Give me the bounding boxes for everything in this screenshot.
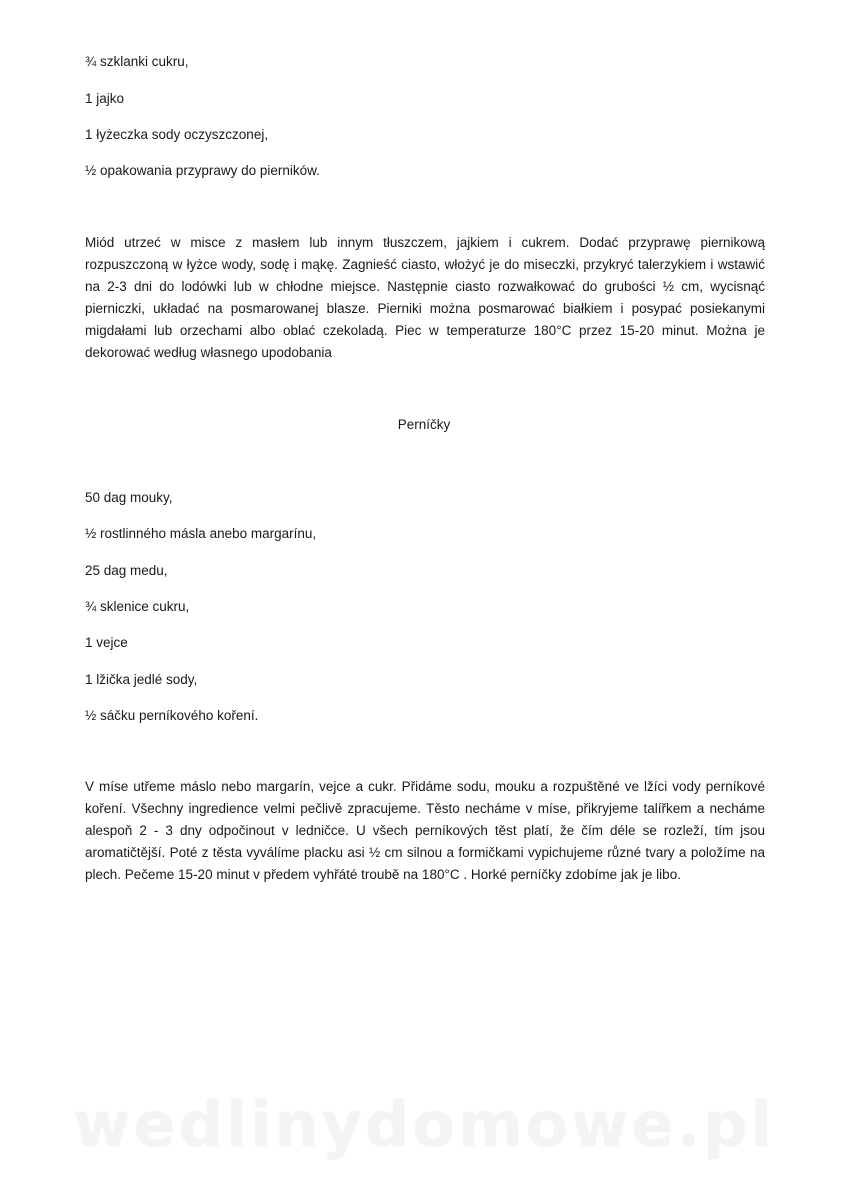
polish-ingredient: ¾ szklanki cukru, — [85, 54, 189, 69]
polish-instructions: Miód utrzeć w misce z masłem lub innym tłuszczem, jajkiem i cukrem. Dodać przyprawę piernikową rozpuszczoną w łyżce wody, sodę i mąkę. Zagnieść ciasto, włożyć je do miseczki, przykryć talerzykiem i wstawić na 2-3 dni do lodówki lub w chłodne miejsce. Następnie ciasto rozwałkować do grubości ½ cm, wycisnąć pierniczki, układać na posmarowanej blasze. Pierniki można posmarować białkiem i posypać posiekanymi migdałami lub orzechami albo oblać czekoladą. Piec w temperaturze 180°C przez 15-20 minut. Można je dekorować według własnego upodobania — [85, 235, 765, 360]
czech-recipe-title: Perníčky — [397, 417, 451, 432]
czech-ingredient: ¾ sklenice cukru, — [85, 599, 190, 614]
czech-ingredient: 25 dag medu, — [85, 563, 168, 578]
polish-ingredient: 1 łyżeczka sody oczyszczonej, — [85, 127, 269, 142]
czech-instructions: V míse utřeme máslo nebo margarín, vejce a cukr. Přidáme sodu, mouku a rozpuštěné ve lžíci vody perníkové koření. Všechny ingredience velmi pečlivě zpracujeme. Těsto necháme v míse, přikryjeme talířkem a necháme alespoň 2 - 3 dny odpočinout v ledničce. U všech perníkových těst platí, že čím déle se rozleží, tím jsou aromatičtější. Poté z těsta vyválíme placku asi ½ cm silnou a formičkami vypichujeme různé tvary a položíme na plech. Pečeme 15-20 minut v předem vyhřáté troubě na 180°C . Horké perníčky zdobíme jak je libo. — [85, 779, 765, 882]
czech-ingredient: ½ rostlinného másla anebo margarínu, — [85, 526, 317, 541]
czech-ingredient: ½ sáčku perníkového koření. — [85, 708, 259, 723]
czech-ingredient: 1 vejce — [85, 635, 128, 650]
polish-ingredient: ½ opakowania przyprawy do pierników. — [85, 163, 320, 178]
czech-ingredient: 50 dag mouky, — [85, 490, 173, 505]
polish-ingredient: 1 jajko — [85, 91, 125, 106]
watermark: wedlinydomowe.pl — [73, 1088, 775, 1161]
czech-ingredient: 1 lžička jedlé sody, — [85, 672, 198, 687]
